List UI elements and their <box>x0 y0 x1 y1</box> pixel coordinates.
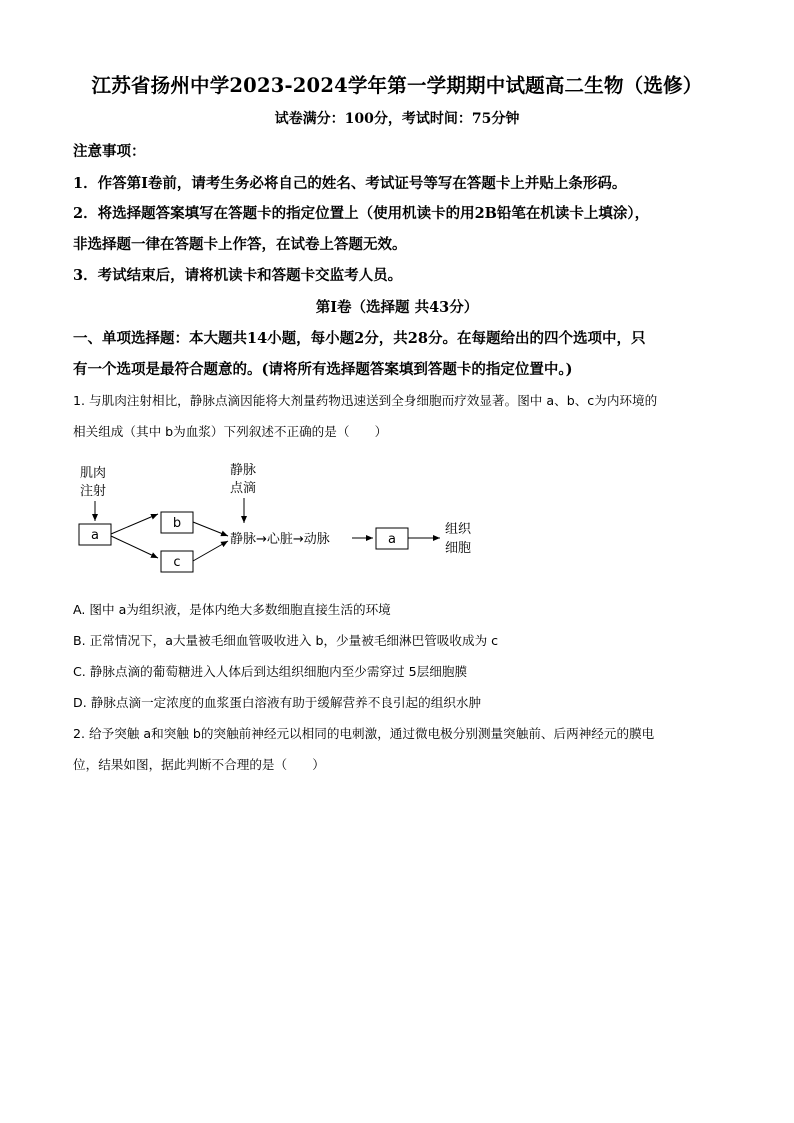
section-instruction-line2: 有一个选项是最符合题意的。(请将所有选择题答案填到答题卡的指定位置中。) <box>73 361 573 378</box>
notes-heading: 注意事项： <box>73 143 146 160</box>
q1-stem-line1: 1. 与肌肉注射相比，静脉点滴因能将大剂量药物迅速送到全身细胞而疗效显著。图中 a、b、c为内环境的 <box>73 393 658 408</box>
q1-option-c: C. 静脉点滴的葡萄糖进入人体后到达组织细胞内至少需穿过 5层细胞膜 <box>73 664 468 679</box>
note-item-2-cont: 非选择题一律在答题卡上作答，在试卷上答题无效。 <box>73 236 407 253</box>
arrow-c-to-vein <box>193 541 228 561</box>
q1-option-d: D. 静脉点滴一定浓度的血浆蛋白溶液有助于缓解营养不良引起的组织水肿 <box>73 695 482 710</box>
arrow-b-to-vein <box>193 522 228 536</box>
muscle-injection-label-2: 注射 <box>80 484 107 499</box>
iv-drip-label-1: 静脉 <box>230 463 257 478</box>
exam-title: 江苏省扬州中学2023-2024学年第一学期期中试题高二生物（选修） <box>91 74 703 97</box>
box-b-label: b <box>172 516 182 531</box>
q1-option-a: A. 图中 a为组织液，是体内绝大多数细胞直接生活的环境 <box>73 602 391 617</box>
box-c-label: c <box>173 555 181 570</box>
q1-option-b: B. 正常情况下，a大量被毛细血管吸收进入 b，少量被毛细淋巴管吸收成为 c <box>73 633 499 648</box>
box-a-left-label: a <box>91 528 99 543</box>
tissue-cell-label-2: 细胞 <box>445 541 472 556</box>
q1-stem-line2: 相关组成（其中 b为血浆）下列叙述不正确的是（ ） <box>73 424 388 439</box>
note-item-1: 1．作答第Ⅰ卷前，请考生务必将自己的姓名、考试证号等写在答题卡上并贴上条形码。 <box>73 175 627 192</box>
iv-drip-label-2: 点滴 <box>230 481 257 496</box>
flow-vein-heart-artery: 静脉→心脏→动脉 <box>230 532 330 547</box>
q2-stem-line1: 2. 给予突触 a和突触 b的突触前神经元以相同的电刺激，通过微电极分别测量突触前、后两神经元的膜电 <box>73 726 655 741</box>
box-a-right-label: a <box>388 532 396 547</box>
exam-subtitle: 试卷满分：100分，考试时间：75分钟 <box>274 111 520 127</box>
muscle-injection-label-1: 肌肉 <box>80 466 107 481</box>
tissue-cell-label-1: 组织 <box>445 522 472 537</box>
q1-diagram <box>0 455 794 585</box>
section-title: 第Ⅰ卷（选择题 共43分） <box>315 299 479 316</box>
arrow-a-to-b <box>111 514 158 534</box>
section-instruction-line1: 一、单项选择题：本大题共14小题，每小题2分，共28分。在每题给出的四个选项中，只 <box>73 330 646 347</box>
note-item-2: 2．将选择题答案填写在答题卡的指定位置上（使用机读卡的用2B铅笔在机读卡上填涂）， <box>73 205 650 222</box>
q2-stem-line2: 位，结果如图，据此判断不合理的是（ ） <box>73 757 325 772</box>
arrow-a-to-c <box>111 536 158 558</box>
note-item-3: 3．考试结束后，请将机读卡和答题卡交监考人员。 <box>73 267 403 284</box>
